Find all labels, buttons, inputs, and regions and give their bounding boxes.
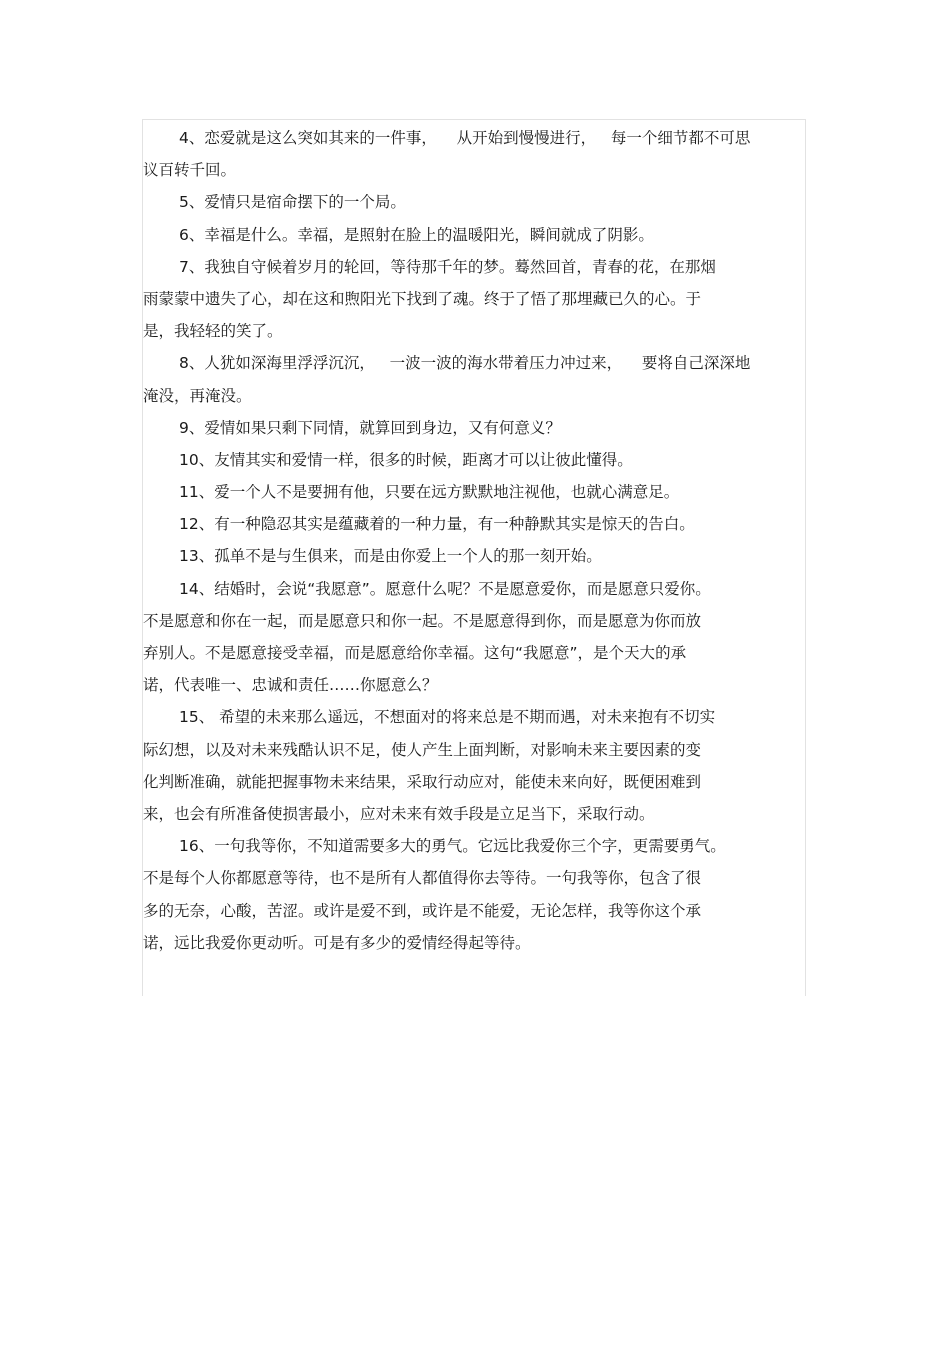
text-line: 7、我独自守候着岁月的轮回，等待那千年的梦。蓦然回首，青春的花，在那烟 [179,257,716,276]
text-line: 弃别人。不是愿意接受幸福，而是愿意给你幸福。这句“我愿意”，是个天大的承 [143,644,687,662]
text-line: 诺，远比我爱你更动听。可是有多少的爱情经得起等待。 [143,933,531,952]
text-line: 雨蒙蒙中遗失了心，却在这和煦阳光下找到了魂。终于了悟了那埋藏已久的心。于 [143,289,702,308]
text-line: 议百转千回。 [143,161,237,180]
text-line: 12、有一种隐忍其实是蕴藏着的一种力量，有一种静默其实是惊天的告白。 [179,515,695,534]
text-line: 多的无奈，心酸，苦涩。或许是爱不到，或许是不能爱，无论怎样，我等你这个承 [143,901,702,920]
text-line: 10、友情其实和爱情一样，很多的时候，距离才可以让彼此懂得。 [179,450,633,469]
text-line: 不是愿意和你在一起，而是愿意只和你一起。不是愿意得到你，而是愿意为你而放 [143,611,702,630]
text-line: 诺，代表唯一、忠诚和责任……你愿意么？ [143,676,438,695]
document-body [143,122,799,959]
text-line: 淹没，再淹没。 [143,386,252,405]
text-line: 9、爱情如果只剩下同情，就算回到身边，又有何意义？ [179,418,561,437]
text-line: 8、人犹如深海里浮浮沉沉， 一波一波的海水带着压力冲过来， 要将自己深深地 [179,354,751,373]
text-line: 13、孤单不是与生俱来，而是由你爱上一个人的那一刻开始。 [179,547,602,566]
text-line: 11、爱一个人不是要拥有他，只要在远方默默地注视他，也就心满意足。 [179,483,680,502]
text-line: 5、爱情只是宿命摆下的一个局。 [179,193,406,212]
text-line: 6、幸福是什么。幸福，是照射在脸上的温暖阳光，瞬间就成了阴影。 [179,225,654,244]
text-line: 是，我轻轻的笑了。 [143,322,283,341]
text-line: 来，也会有所准备使损害最小，应对未来有效手段是立足当下，采取行动。 [143,804,655,823]
text-line: 15、 希望的未来那么遥远，不想面对的将来总是不期而遇，对未来抱有不切实 [179,708,716,727]
text-line: 4、恋爱就是这么突如其来的一件事， 从开始到慢慢进行， 每一个细节都不可思 [179,129,751,147]
text-line: 不是每个人你都愿意等待，也不是所有人都值得你去等待。一句我等你，包含了很 [143,869,702,888]
text-line: 化判断准确，就能把握事物未来结果，采取行动应对，能使未来向好，既便困难到 [143,772,702,791]
text-line: 14、结婚时，会说“我愿意”。愿意什么呢？不是愿意爱你，而是愿意只爱你。 [179,579,711,598]
text-line: 际幻想，以及对未来残酷认识不足，使人产生上面判断，对影响未来主要因素的变 [143,740,702,759]
text-line: 16、一句我等你，不知道需要多大的勇气。它远比我爱你三个字，更需要勇气。 [179,837,726,856]
